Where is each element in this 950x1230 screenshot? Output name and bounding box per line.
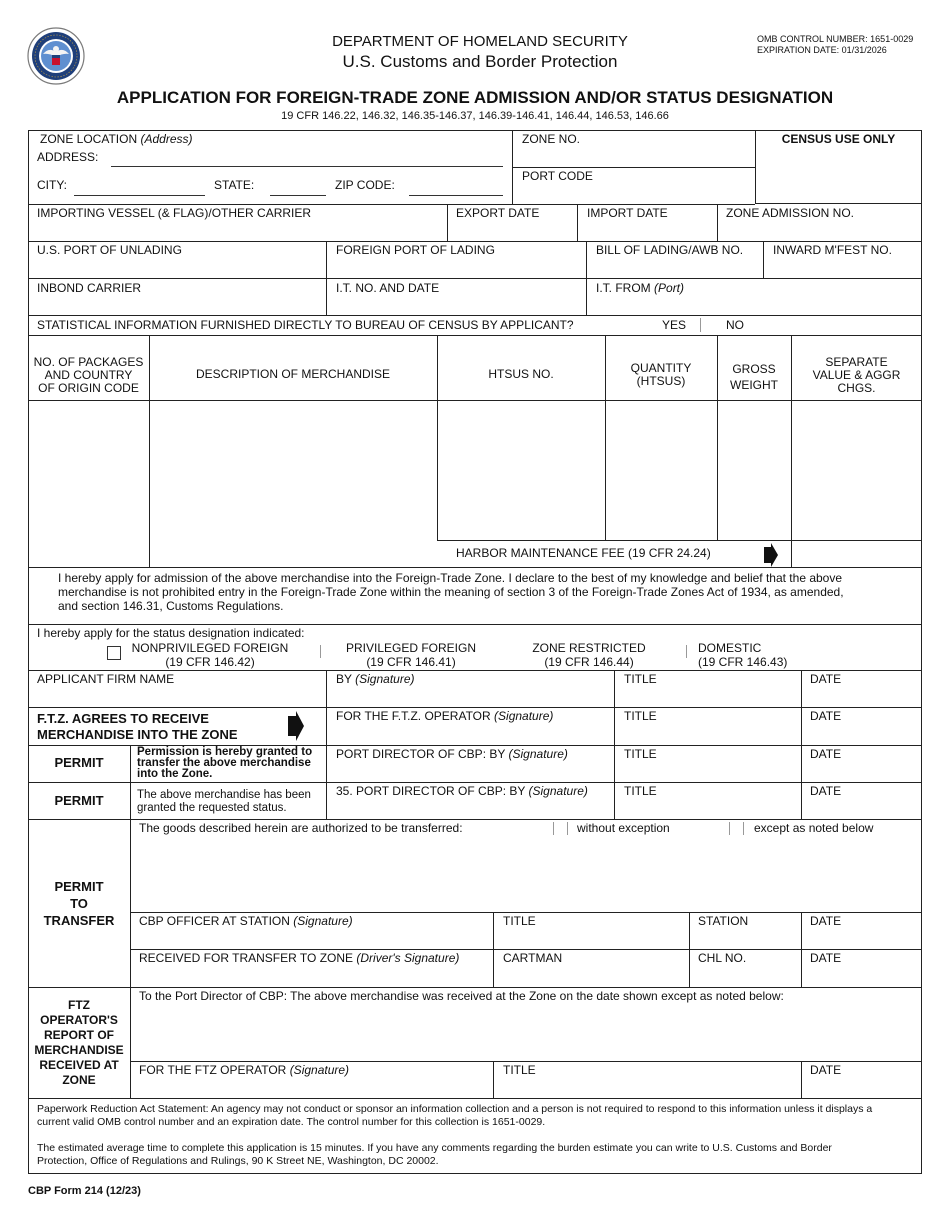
city-label: CITY:	[37, 178, 68, 192]
ftz-report-title-field[interactable]	[494, 1079, 800, 1097]
census-use-only-label: CENSUS USE ONLY	[781, 132, 896, 146]
import-date-field[interactable]	[578, 222, 716, 240]
import-date-label: IMPORT DATE	[587, 206, 668, 220]
without-exception-label: without exception	[577, 821, 670, 835]
cartman-field[interactable]	[494, 967, 688, 986]
ftz-agrees-label: F.T.Z. AGREES TO RECEIVE MERCHANDISE INTO THE ZONE	[37, 711, 238, 742]
department-name: DEPARTMENT OF HOMELAND SECURITY	[332, 33, 628, 50]
domestic-checkbox[interactable]	[686, 645, 687, 658]
port-of-unlading-label: U.S. PORT OF UNLADING	[37, 243, 182, 257]
ftz-title-field[interactable]	[615, 725, 800, 744]
driver-signature-field[interactable]	[131, 967, 492, 986]
col-description-header: DESCRIPTION OF MERCHANDISE	[195, 367, 390, 381]
transfer-date-label: DATE	[810, 951, 842, 965]
col-quantity-header: QUANTITY (HTSUS)	[630, 361, 692, 388]
permit-label: PERMIT	[54, 755, 104, 770]
nonprivileged-foreign-checkbox[interactable]	[107, 646, 121, 660]
importing-vessel-field[interactable]	[29, 222, 446, 240]
nonprivileged-foreign-option: NONPRIVILEGED FOREIGN (19 CFR 146.42)	[131, 641, 289, 669]
ftz-report-title-label: TITLE	[503, 1063, 536, 1077]
harbor-maintenance-fee-label: HARBOR MAINTENANCE FEE (19 CFR 24.24)	[456, 546, 711, 560]
bill-of-lading-label: BILL OF LADING/AWB NO.	[596, 243, 744, 257]
harbor-fee-field[interactable]	[792, 541, 921, 566]
applicant-title-field[interactable]	[615, 688, 800, 706]
it-no-date-field[interactable]	[327, 296, 585, 314]
zip-label: ZIP CODE:	[335, 178, 395, 192]
col-packages-header: NO. OF PACKAGES AND COUNTRY OF ORIGIN CODE	[33, 355, 144, 395]
ftz-report-label: FTZ OPERATOR'S REPORT OF MERCHANDISE RECEIVED AT ZONE	[34, 998, 124, 1087]
cbp-officer-title-label: TITLE	[503, 914, 536, 928]
cbp-officer-date-label: DATE	[810, 914, 842, 928]
without-exception-checkbox[interactable]	[553, 822, 554, 835]
cbp-officer-title-field[interactable]	[494, 930, 688, 948]
expiration-date: EXPIRATION DATE: 01/31/2026	[757, 45, 887, 55]
permission-text: Permission is hereby granted to transfer the above merchandise into the Zone.	[137, 746, 313, 780]
form-id: CBP Form 214 (12/23)	[28, 1185, 141, 1197]
port-director-signature-field[interactable]	[327, 763, 613, 781]
except-as-noted-label: except as noted below	[754, 821, 874, 835]
export-date-field[interactable]	[448, 222, 576, 240]
gross-weight-cell[interactable]	[718, 401, 790, 539]
export-date-label: EXPORT DATE	[456, 206, 540, 220]
cbp-officer-date-field[interactable]	[802, 930, 921, 948]
transfer-notes-field[interactable]	[131, 840, 921, 911]
transfer-authorized-text: The goods described herein are authorized to be transferred:	[139, 821, 463, 835]
cbp-officer-signature-label: CBP OFFICER AT STATION (Signature)	[139, 914, 353, 928]
address-field[interactable]	[113, 151, 501, 165]
status-granted-text: The above merchandise has been granted the requested status.	[137, 789, 311, 814]
port-director-date-field[interactable]	[802, 763, 921, 781]
agency-name: U.S. Customs and Border Protection	[342, 52, 618, 71]
domestic-option: DOMESTIC (19 CFR 146.43)	[698, 641, 788, 669]
description-cell[interactable]	[150, 401, 436, 566]
privileged-foreign-checkbox[interactable]	[320, 645, 321, 658]
received-for-transfer-label: RECEIVED FOR TRANSFER TO ZONE (Driver's Signature)	[139, 951, 460, 965]
station-label: STATION	[698, 914, 749, 928]
inward-manifest-field[interactable]	[764, 259, 921, 277]
applicant-firm-field[interactable]	[29, 688, 325, 706]
applicant-date-field[interactable]	[802, 688, 921, 706]
zone-restricted-option: ZONE RESTRICTED (19 CFR 146.44)	[532, 641, 646, 669]
chl-no-label: CHL NO.	[698, 951, 747, 965]
ftz-operator-signature-field[interactable]	[327, 725, 613, 744]
address-label: ADDRESS:	[37, 150, 99, 164]
state-field[interactable]	[272, 180, 324, 194]
packages-cell[interactable]	[29, 401, 148, 566]
arrow-right-icon	[288, 711, 304, 741]
permit-status-label: PERMIT	[54, 793, 104, 808]
col-htsus-header: HTSUS NO.	[488, 367, 554, 381]
foreign-port-field[interactable]	[327, 259, 585, 277]
except-as-noted-checkbox[interactable]	[729, 822, 730, 835]
by-signature-label: BY (Signature)	[336, 672, 415, 686]
quantity-cell[interactable]	[606, 401, 716, 539]
yes-label: YES	[662, 318, 687, 332]
ftz-operator-report-signature-field[interactable]	[131, 1079, 492, 1097]
ftz-title-label: TITLE	[624, 709, 657, 723]
privileged-foreign-option: PRIVILEGED FOREIGN (19 CFR 146.41)	[345, 641, 477, 669]
ftz-report-date-field[interactable]	[802, 1079, 921, 1097]
zip-field[interactable]	[411, 180, 501, 194]
declaration-text: I hereby apply for admission of the above merchandise into the Foreign-Trade Zone. I declare to the best of my knowledge and belief that the above merchandise is not prohibited entry in the Foreign-Trade Zone within the meaning of section 3 of the Foreign-Trade Zones Act of 1934, as amended, and section 146.31, Customs Regulations.	[58, 571, 844, 613]
htsus-cell[interactable]	[438, 401, 604, 539]
cartman-label: CARTMAN	[503, 951, 563, 965]
omb-control-number: OMB CONTROL NUMBER: 1651-0029	[757, 34, 914, 44]
ftz-date-field[interactable]	[802, 725, 921, 744]
paperwork-statement: Paperwork Reduction Act Statement: An agency may not conduct or sponsor an information collection and a person is not required to respond to this information unless it displays a current valid OMB control number and an expiration date. The control number for this collection is 1651-0029.	[37, 1103, 873, 1128]
yes-checkbox[interactable]	[700, 318, 716, 332]
col-value-header: SEPARATE VALUE & AGGR CHGS.	[812, 355, 901, 395]
inbond-carrier-field[interactable]	[29, 296, 325, 314]
city-field[interactable]	[76, 180, 204, 194]
to-port-director-text: To the Port Director of CBP: The above merchandise was received at the Zone on the date shown except as noted below:	[139, 989, 784, 1003]
ftz-report-date-label: DATE	[810, 1063, 842, 1077]
col-gross-weight-header: GROSS WEIGHT	[730, 362, 778, 392]
importing-vessel-label: IMPORTING VESSEL (& FLAG)/OTHER CARRIER	[37, 206, 312, 220]
zone-location-label: ZONE LOCATION (Address)	[40, 132, 193, 146]
port-director-35-title-field[interactable]	[615, 800, 800, 818]
transfer-date-field[interactable]	[802, 967, 921, 986]
station-field[interactable]	[690, 930, 800, 948]
port-director-35-signature-label: 35. PORT DIRECTOR OF CBP: BY (Signature)	[336, 784, 588, 798]
no-label: NO	[726, 318, 744, 332]
permit-to-transfer-label: PERMIT TO TRANSFER	[43, 879, 115, 928]
cbp-officer-signature-field[interactable]	[131, 930, 492, 948]
applicant-date-label: DATE	[810, 672, 842, 686]
zone-restricted-checkbox[interactable]	[514, 644, 524, 658]
port-director-35-title-label: TITLE	[624, 784, 657, 798]
status-intro: I hereby apply for the status designation indicated:	[37, 626, 305, 640]
zone-no-field[interactable]	[513, 147, 754, 166]
statistical-question: STATISTICAL INFORMATION FURNISHED DIRECTLY TO BUREAU OF CENSUS BY APPLICANT?	[37, 318, 574, 332]
zone-admission-no-field[interactable]	[718, 222, 921, 240]
foreign-port-label: FOREIGN PORT OF LADING	[336, 243, 495, 257]
port-code-field[interactable]	[513, 184, 754, 203]
dhs-seal	[27, 27, 85, 85]
burden-estimate-statement: The estimated average time to complete this application is 15 minutes. If you have any comments regarding the burden estimate you can write to U.S. Customs and Border Protection, Office of Regulations and Rulings, 90 K Street NE, Washington, DC 20002.	[37, 1142, 832, 1167]
state-label: STATE:	[214, 178, 255, 192]
arrow-right-icon	[764, 543, 778, 567]
form-title: APPLICATION FOR FOREIGN-TRADE ZONE ADMISSION AND/OR STATUS DESIGNATION	[116, 88, 834, 107]
port-director-date-label: DATE	[810, 747, 842, 761]
port-code-label: PORT CODE	[522, 169, 593, 183]
it-from-field[interactable]	[587, 296, 921, 314]
cfr-references: 19 CFR 146.22, 146.32, 146.35-146.37, 146.39-146.41, 146.44, 146.53, 146.66	[281, 110, 669, 122]
chl-no-field[interactable]	[690, 967, 800, 986]
zone-admission-no-label: ZONE ADMISSION NO.	[726, 206, 855, 220]
ftz-date-label: DATE	[810, 709, 842, 723]
value-cell[interactable]	[792, 401, 921, 539]
port-director-35-signature-field[interactable]	[327, 800, 613, 818]
port-director-35-date-field[interactable]	[802, 800, 921, 818]
inward-manifest-label: INWARD M'FEST NO.	[773, 243, 892, 257]
applicant-firm-label: APPLICANT FIRM NAME	[37, 672, 175, 686]
port-director-signature-label: PORT DIRECTOR OF CBP: BY (Signature)	[336, 747, 568, 761]
inbond-carrier-label: INBOND CARRIER	[37, 281, 142, 295]
port-director-title-label: TITLE	[624, 747, 657, 761]
applicant-signature-field[interactable]	[327, 688, 613, 706]
port-of-unlading-field[interactable]	[29, 259, 325, 277]
ftz-operator-signature-label: FOR THE F.T.Z. OPERATOR (Signature)	[336, 709, 554, 723]
ftz-operator-report-signature-label: FOR THE FTZ OPERATOR (Signature)	[139, 1063, 350, 1077]
it-from-label: I.T. FROM (Port)	[596, 281, 685, 295]
it-no-date-label: I.T. NO. AND DATE	[336, 281, 440, 295]
bill-of-lading-field[interactable]	[587, 259, 762, 277]
applicant-title-label: TITLE	[624, 672, 657, 686]
ftz-report-notes-field[interactable]	[131, 1006, 921, 1060]
zone-no-label: ZONE NO.	[522, 132, 581, 146]
port-director-title-field[interactable]	[615, 763, 800, 781]
port-director-35-date-label: DATE	[810, 784, 842, 798]
